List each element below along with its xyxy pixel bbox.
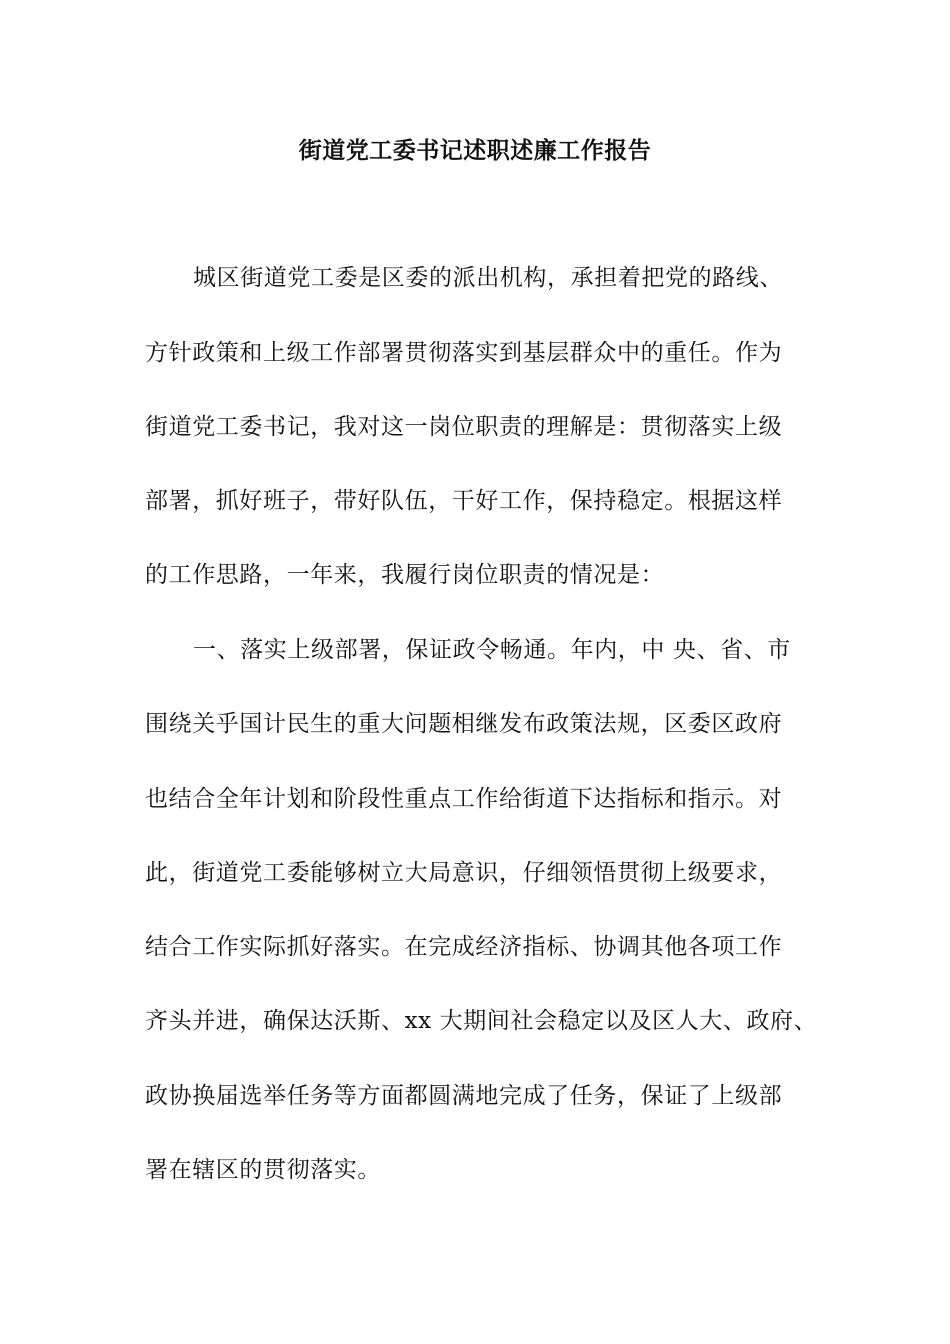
paragraph-line: 街道党工委书记，我对这一岗位职责的理解是：贯彻落实上级 bbox=[145, 414, 783, 440]
paragraph-line: 围绕关乎国计民生的重大问题相继发布政策法规，区委区政府 bbox=[145, 711, 783, 737]
paragraph-line: 也结合全年计划和阶段性重点工作给街道下达指标和指示。对 bbox=[145, 786, 783, 812]
paragraph-line: 署在辖区的贯彻落实。 bbox=[145, 1157, 381, 1183]
paragraph-line: 此，街道党工委能够树立大局意识，仔细领悟贯彻上级要求， bbox=[145, 860, 783, 886]
paragraph-line: 一、落实上级部署，保证政令畅通。年内，中 央、省、市 bbox=[193, 637, 791, 663]
paragraph-line: 方针政策和上级工作部署贯彻落实到基层群众中的重任。作为 bbox=[145, 340, 783, 366]
paragraph-line: 城区街道党工委是区委的派出机构，承担着把党的路线、 bbox=[193, 265, 783, 291]
paragraph-line: 政协换届选举任务等方面都圆满地完成了任务，保证了上级部 bbox=[145, 1083, 783, 1109]
paragraph-line: 齐头并进，确保达沃斯、xx 大期间社会稳定以及区人大、政府、 bbox=[145, 1008, 818, 1034]
document-title: 街道党工委书记述职述廉工作报告 bbox=[298, 137, 652, 164]
paragraph-line: 的工作思路，一年来，我履行岗位职责的情况是： bbox=[145, 562, 665, 588]
paragraph-line: 结合工作实际抓好落实。在完成经济指标、协调其他各项工作 bbox=[145, 934, 783, 960]
paragraph-line: 部署，抓好班子，带好队伍，干好工作，保持稳定。根据这样 bbox=[145, 488, 783, 514]
